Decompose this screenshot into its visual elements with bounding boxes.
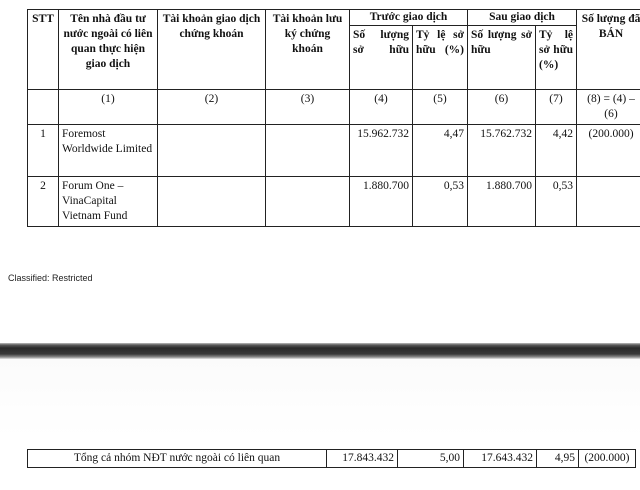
investor-name: Forum One – VinaCapital Vietnam Fund (59, 177, 158, 227)
row-stt: 2 (28, 177, 59, 227)
column-number: (2) (158, 90, 266, 125)
column-number: (5) (413, 90, 468, 125)
qty-before-subheader: Số lượng sở hữu (350, 26, 413, 90)
pct-before: 4,47 (413, 125, 468, 177)
next-page-background (0, 359, 640, 490)
qty-sold-header: Số lượng đã BÁN (577, 10, 640, 90)
column-number-row (28, 90, 640, 125)
table-row (28, 177, 640, 227)
stt-header: STT (28, 10, 59, 90)
header-row (28, 10, 640, 26)
trading-account (158, 125, 266, 177)
custody-account (266, 177, 350, 227)
pct-after-subheader: Tỷ lệ sở hữu (%) (536, 26, 577, 90)
custody-account-header: Tài khoản lưu ký chứng khoán (266, 10, 350, 90)
column-number: (1) (59, 90, 158, 125)
column-number (28, 90, 59, 125)
total-pct-before: 5,00 (398, 450, 464, 468)
total-row (28, 450, 636, 468)
total-table (27, 449, 636, 468)
table-row (28, 125, 640, 177)
pct-before: 0,53 (413, 177, 468, 227)
column-number: (8) = (4) – (6) (577, 90, 640, 125)
custody-account (266, 125, 350, 177)
page-break-bar (0, 343, 640, 359)
column-number: (6) (468, 90, 536, 125)
investor-header: Tên nhà đầu tư nước ngoài có liên quan thực hiện giao dịch (59, 10, 158, 90)
column-number: (3) (266, 90, 350, 125)
total-label: Tổng cả nhóm NĐT nước ngoài có liên quan (28, 450, 327, 468)
pct-after: 0,53 (536, 177, 577, 227)
after-header: Sau giao dịch (468, 10, 577, 26)
column-number: (7) (536, 90, 577, 125)
trading-account (158, 177, 266, 227)
qty-sold: (200.000) (577, 125, 640, 177)
total-qty-before: 17.843.432 (327, 450, 398, 468)
transaction-table (27, 9, 640, 227)
column-number: (4) (350, 90, 413, 125)
investor-name: Foremost Worldwide Limited (59, 125, 158, 177)
qty-sold (577, 177, 640, 227)
before-header: Trước giao dịch (350, 10, 468, 26)
total-qty-sold: (200.000) (579, 450, 636, 468)
qty-after: 15.762.732 (468, 125, 536, 177)
row-stt: 1 (28, 125, 59, 177)
trading-account-header: Tài khoản giao dịch chứng khoán (158, 10, 266, 90)
qty-before: 1.880.700 (350, 177, 413, 227)
total-pct-after: 4,95 (537, 450, 579, 468)
pct-before-subheader: Tỷ lệ sở hữu (%) (413, 26, 468, 90)
qty-after-subheader: Số lượng sở hữu (468, 26, 536, 90)
qty-before: 15.962.732 (350, 125, 413, 177)
qty-after: 1.880.700 (468, 177, 536, 227)
classification-label: Classified: Restricted (8, 273, 93, 283)
total-qty-after: 17.643.432 (464, 450, 537, 468)
pct-after: 4,42 (536, 125, 577, 177)
